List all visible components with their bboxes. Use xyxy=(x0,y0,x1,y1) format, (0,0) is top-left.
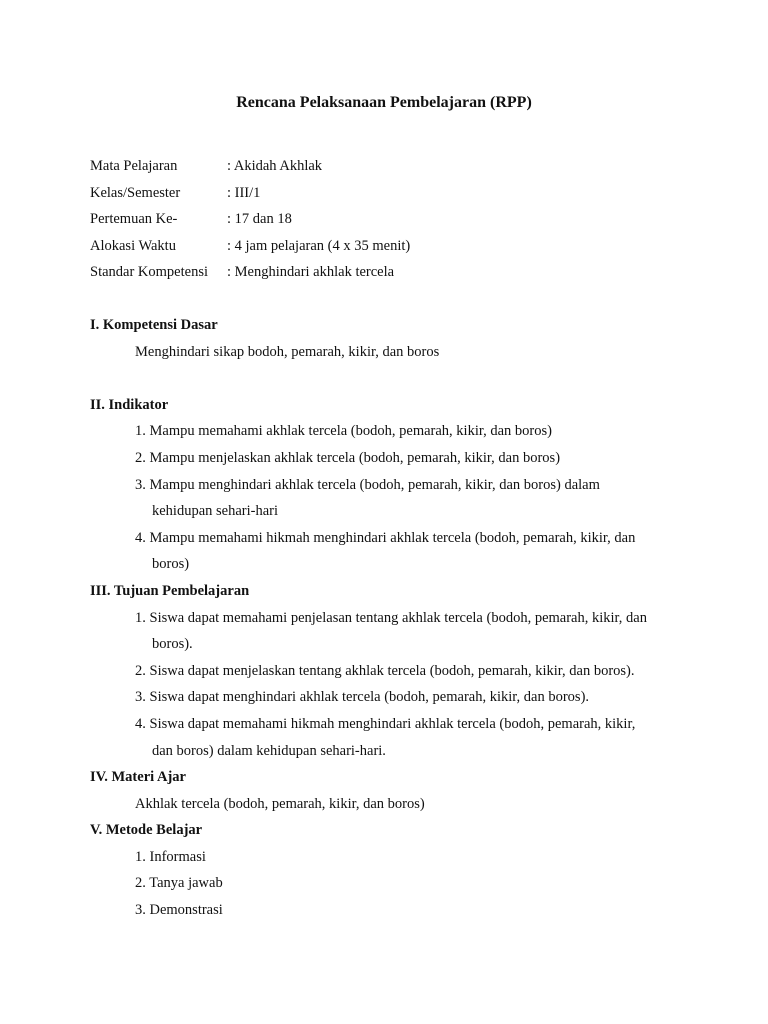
spacer xyxy=(90,365,680,392)
list-item: 2. Siswa dapat menjelaskan tentang akhlak tercela (bodoh, pemarah, kikir, dan boros). xyxy=(135,662,635,679)
section-heading-metode: V. Metode Belajar xyxy=(90,822,203,839)
list-item: 4. Mampu memahami hikmah menghindari akhlak tercela (bodoh, pemarah, kikir, dan xyxy=(135,529,636,546)
info-label: Pertemuan Ke- xyxy=(90,211,178,228)
list-item: 3. Mampu menghindari akhlak tercela (bodoh, pemarah, kikir, dan boros) dalam xyxy=(135,476,600,493)
info-label: Standar Kompetensi xyxy=(90,264,208,281)
list-item-continuation: dan boros) dalam kehidupan sehari-hari. xyxy=(152,742,386,759)
info-label: Mata Pelajaran xyxy=(90,158,178,174)
info-value: : Menghindari akhlak tercela xyxy=(227,264,395,281)
section-heading-materi: IV. Materi Ajar xyxy=(90,769,186,786)
list-item-continuation: kehidupan sehari-hari xyxy=(152,503,279,520)
list-item: 2. Mampu menjelaskan akhlak tercela (bodoh, pemarah, kikir, dan boros) xyxy=(135,449,561,466)
info-value: : III/1 xyxy=(227,184,261,201)
info-row-alokasi-waktu xyxy=(90,233,410,260)
document-body xyxy=(90,312,680,924)
info-row-kelas-semester xyxy=(90,180,410,207)
list-item: 1. Siswa dapat memahami penjelasan tentang akhlak tercela (bodoh, pemarah, kikir, dan xyxy=(135,609,647,626)
info-value: : 4 jam pelajaran (4 x 35 menit) xyxy=(227,237,411,254)
info-value: : 17 dan 18 xyxy=(227,211,292,228)
info-label: Kelas/Semester xyxy=(90,184,181,201)
list-item: 3. Demonstrasi xyxy=(135,902,223,919)
section-text-kompetensi: Menghindari sikap bodoh, pemarah, kikir, dan boros xyxy=(135,343,440,360)
list-item: 1. Informasi xyxy=(135,848,206,865)
list-item: 4. Siswa dapat memahami hikmah menghindari akhlak tercela (bodoh, pemarah, kikir, xyxy=(135,715,636,732)
section-heading-indikator: II. Indikator xyxy=(90,396,169,413)
info-label: Alokasi Waktu xyxy=(90,237,176,254)
list-item-continuation: boros) xyxy=(152,556,190,573)
section-text-materi: Akhlak tercela (bodoh, pemarah, kikir, dan boros) xyxy=(135,795,425,812)
info-row-pertemuan xyxy=(90,206,410,233)
list-item: 2. Tanya jawab xyxy=(135,875,223,892)
section-heading-tujuan: III. Tujuan Pembelajaran xyxy=(90,582,250,599)
info-row-standar-kompetensi xyxy=(90,259,410,286)
list-item: 1. Mampu memahami akhlak tercela (bodoh, pemarah, kikir, dan boros) xyxy=(135,423,552,440)
info-value: : Akidah Akhlak xyxy=(227,158,323,174)
list-item: 3. Siswa dapat menghindari akhlak tercela (bodoh, pemarah, kikir, dan boros). xyxy=(135,689,590,706)
document-title: Rencana Pelaksanaan Pembelajaran (RPP) xyxy=(236,94,532,111)
section-heading-kompetensi: I. Kompetensi Dasar xyxy=(90,317,218,333)
list-item-continuation: boros). xyxy=(152,636,193,653)
info-row-mata-pelajaran xyxy=(90,153,410,180)
identity-table xyxy=(90,153,410,286)
